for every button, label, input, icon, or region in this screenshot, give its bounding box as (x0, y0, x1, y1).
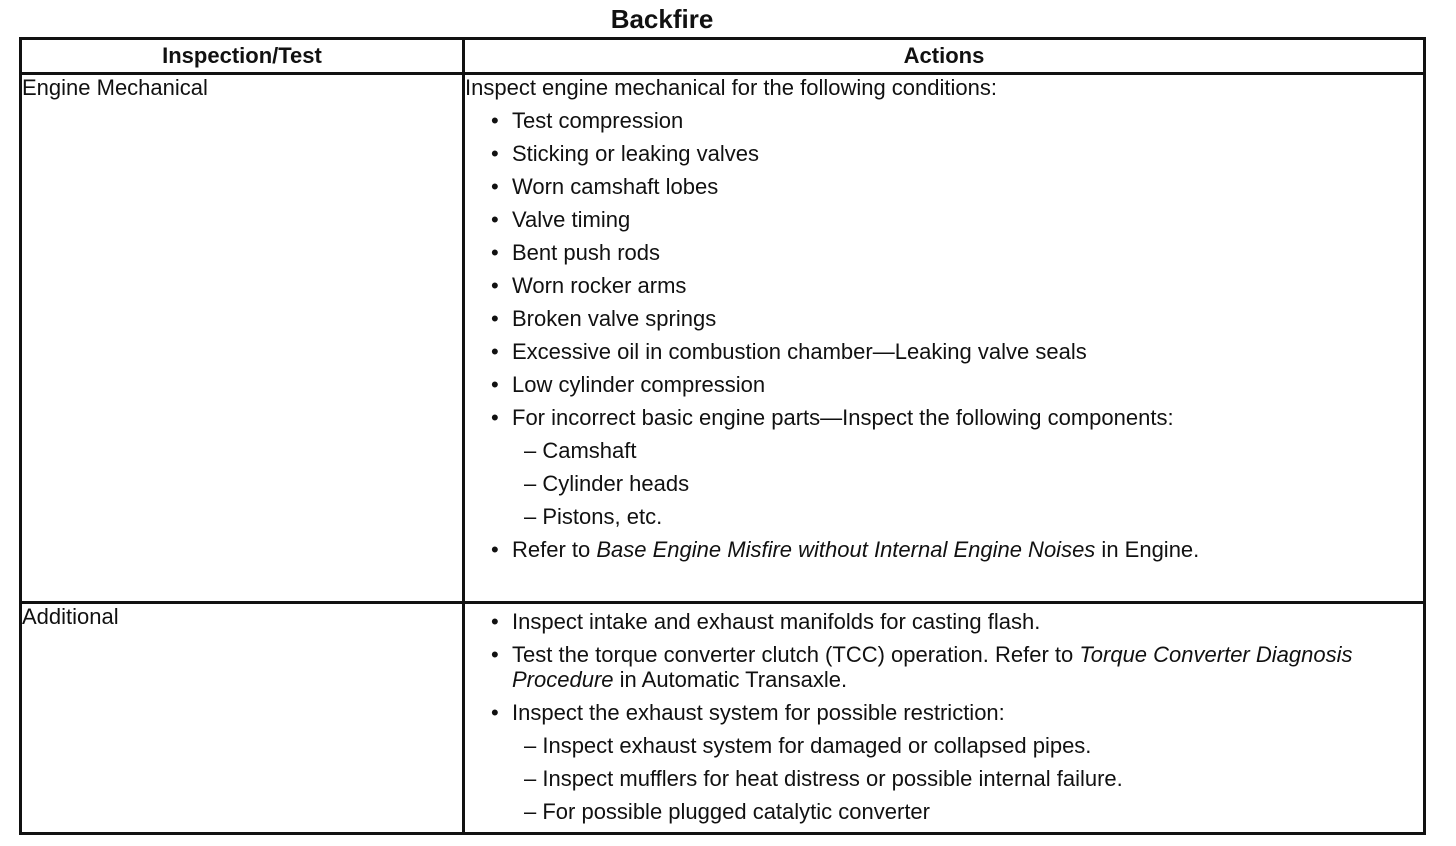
actions-cell-additional (464, 603, 1425, 834)
refer-suffix: in Engine. (1095, 537, 1200, 562)
additional-check-list (465, 609, 1423, 824)
column-header-actions: Actions (464, 39, 1425, 74)
sub-list-item: – Inspect exhaust system for damaged or collapsed pipes. (524, 733, 1092, 758)
page-title: Backfire (610, 4, 714, 34)
list-item: • Test compression (491, 108, 1423, 133)
list-item-text: For incorrect basic engine parts—Inspect the following components: (512, 405, 1174, 430)
actions-intro: Inspect engine mechanical for the following conditions: (465, 75, 997, 100)
list-item-incorrect-parts (491, 405, 1423, 529)
reference-link-base-engine-misfire[interactable]: Base Engine Misfire without Internal Engine Noises (596, 537, 1096, 562)
list-item-tcc (491, 642, 1423, 692)
inspection-label-engine-mechanical: Engine Mechanical (21, 74, 464, 603)
list-item: • Bent push rods (491, 240, 1423, 265)
refer-prefix: Refer to (512, 537, 597, 562)
list-item: • Excessive oil in combustion chamber—Leaking valve seals (491, 339, 1423, 364)
tcc-suffix: in Automatic Transaxle. (613, 667, 848, 692)
tcc-prefix: Test the torque converter clutch (TCC) operation. Refer to (512, 642, 1080, 667)
exhaust-sub-list (512, 733, 1423, 824)
sub-list-item: – For possible plugged catalytic converter (524, 799, 930, 824)
inspection-label-additional: Additional (21, 603, 464, 834)
column-header-inspection: Inspection/Test (21, 39, 464, 74)
list-item: • Valve timing (491, 207, 1423, 232)
list-item: • Worn rocker arms (491, 273, 1423, 298)
sub-list-item: – Inspect mufflers for heat distress or possible internal failure. (524, 766, 1123, 791)
actions-cell-engine-mechanical (464, 74, 1425, 603)
list-item: • Broken valve springs (491, 306, 1423, 331)
table-row-additional (21, 603, 1425, 834)
sub-list-item: – Pistons, etc. (524, 504, 663, 529)
sub-list-item: – Camshaft (524, 438, 637, 463)
component-sub-list (512, 438, 1423, 529)
list-item-exhaust (491, 700, 1423, 824)
list-item-text: Inspect the exhaust system for possible restriction: (512, 700, 1005, 725)
diagnosis-table (19, 37, 1426, 835)
sub-list-item: – Cylinder heads (524, 471, 690, 496)
list-item-refer-engine (491, 537, 1423, 562)
list-item: • Worn camshaft lobes (491, 174, 1423, 199)
reference-link-torque-converter[interactable]: Torque Converter Diagnosis Procedure (512, 642, 1353, 692)
table-header-row (21, 39, 1425, 74)
engine-check-list (465, 108, 1423, 562)
list-item: • Low cylinder compression (491, 372, 1423, 397)
table-row-engine-mechanical (21, 74, 1425, 603)
list-item: • Inspect intake and exhaust manifolds for casting flash. (491, 609, 1423, 634)
list-item: • Sticking or leaking valves (491, 141, 1423, 166)
